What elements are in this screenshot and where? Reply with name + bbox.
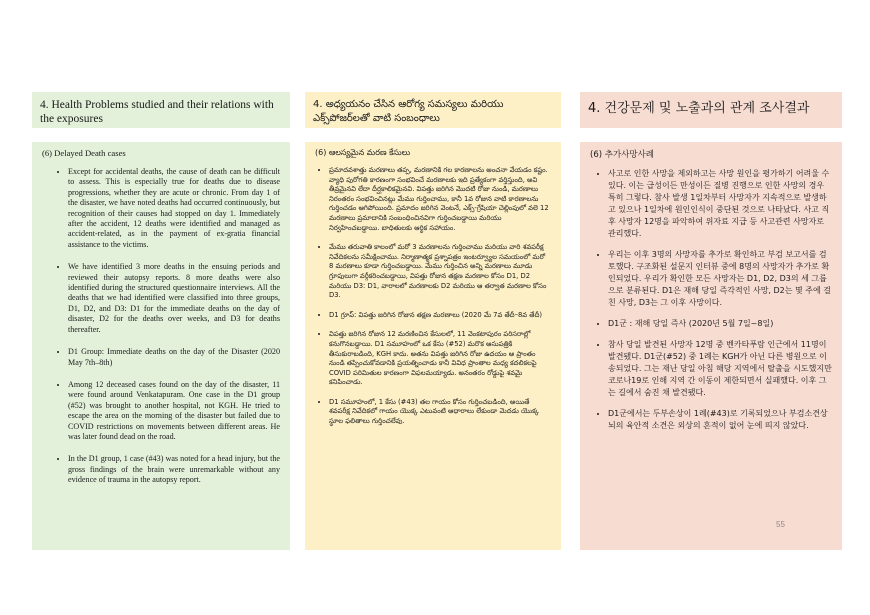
english-heading: 4. Health Problems studied and their relations with the exposures xyxy=(40,99,274,125)
english-column-header xyxy=(32,92,290,128)
telugu-section-title: (6) ఆలస్యమైన మరణ కేసులు xyxy=(315,148,411,157)
telugu-column-body xyxy=(305,142,561,550)
english-section-title: (6) Delayed Death cases xyxy=(42,148,126,158)
english-bullet: • Except for accidental deaths, the cause of death can be difficult to assess. This is especially true for deaths due to disease progressions, whether they are acute or chronic. From day 1 of the disaster, we have noted deaths had occurred continuously, but recognition of their causes had stopped on day 1. Immediately after the accident, 12 deaths were identified and managed as accident-related, as in the payment of ex-gratia financial assistance to the victims. xyxy=(68,167,280,250)
telugu-bullet: • ప్రమాదవశాత్తు మరణాలు తప్ప, మరణానికి గల కారణాలను అంచనా వేయడం కష్టం. వ్యాధి పురోగతి కారణంగా సంభవించే మరణాలకు ఇది ప్రత్యేకంగా వర్తిస్తుంది, అవి తీవ్రమైనవి లేదా దీర్ఘకాలికమైనవి. విపత్తు జరిగిన మొదటి రోజు నుండి, మరణాలు నిరంతరం సంభవించినట్లు మేము గుర్తించాము, కానీ 1వ రోజున వాటి కారణాలను గుర్తించడం ఆగిపోయింది. ప్రమాదం జరిగిన వెంటనే, ఎక్స్-గ్రేషియా చెల్లింపులో వలె 12 మరణాలు ప్రమాదానికి సంబంధించినవిగా గుర్తించబడ్డాయి మరియు నిర్వహించబడ్డాయి. బాధితులకు ఆర్థిక సహాయం. xyxy=(329,166,551,233)
english-bullet: • D1 Group: Immediate deaths on the day of the Disaster (2020 May 7th–8th) xyxy=(68,347,280,368)
telugu-bullet: • విపత్తు జరిగిన రోజున 12 మరణించిన కేసులలో, 11 వెంకటాపురం పరిసరాల్లో కనుగొనబడ్డాయి. D1 సమూహంలో ఒక కేసు (#52) మరొక ఆసుపత్రికి తీసుకురాబడింది, KGH కాదు. అతను విపత్తు జరిగిన రోజు ఉదయం ఆ ప్రాంతం నుండి తప్పించుకోవడానికి ప్రయత్నించాడు కానీ వివిధ ప్రాంతాల మధ్య కదలికలపై COVID పరిమితుల కారణంగా విఫలమయ్యాడు. అనంతరం రోడ్డుపై శవమై కనిపించాడు. xyxy=(329,330,551,388)
telugu-heading: 4. అధ్యయనం చేసిన ఆరోగ్య సమస్యలు మరియు ఎక్స్‌పోజర్‌లతో వాటి సంబంధాలు xyxy=(313,99,504,124)
korean-bullet: • D1군에서는 두부손상이 1례(#43)로 기록되었으나 부검소견상 뇌의 육안적 소견은 외상의 흔적이 없어 눈에 띄지 않았다. xyxy=(608,408,832,432)
english-bullet: • Among 12 deceased cases found on the day of the disaster, 11 were found around Venkatapuram. One case in the D1 group (#52) was brought to another hospital, not KGH. He tried to escape the area on the morning of the disaster but failed due to COVID restrictions on movements between different areas. He was later found dead on the road. xyxy=(68,380,280,442)
english-bullet-list xyxy=(42,167,280,486)
korean-bullet-list xyxy=(590,168,832,432)
korean-section-title: (6) 추가사망사례 xyxy=(590,150,655,160)
telugu-bullet: • మేము తరువాతి కాలంలో మరో 3 మరణాలను గుర్తించాము మరియు వారి శవపరీక్ష నివేదికలను సమీక్షించాము. నిర్మాణాత్మక ప్రశ్నాపత్రం ఇంటర్వ్యూల సమయంలో మరో 8 మరణాలు కూడా గుర్తించబడ్డాయి. మేము గుర్తించిన అన్ని మరణాలు మూడు గ్రూపులుగా వర్గీకరించబడ్డాయి, విపత్తు రోజున తక్షణ మరణాల కోసం D1, D2 మరియు D3: D1, వారాలలో మరణాలకు D2 మరియు ఆ తర్వాత మరణాల కోసం D3. xyxy=(329,243,551,301)
english-column-body xyxy=(32,142,290,550)
korean-bullet: • D1군 : 재해 당일 즉사 (2020년 5월 7일~8일) xyxy=(608,318,832,330)
telugu-bullet-list xyxy=(315,166,551,427)
english-bullet: • In the D1 group, 1 case (#43) was noted for a head injury, but the gross findings of the brain were unremarkable without any evidence of trauma in the autopsy report. xyxy=(68,454,280,485)
korean-bullet: • 우리는 이후 3명의 사망자를 추가로 확인하고 부검 보고서를 검토했다. 구조화된 설문지 인터뷰 중에 8명의 사망자가 추가로 확인되었다. 우리가 확인한 모든 사망자는 D1, D2, D3의 세 그룹으로 분류된다. D1은 재해 당일 즉각적인 사망, D2는 몇 주에 걸친 사망, D3는 그 이후 사망이다. xyxy=(608,249,832,309)
korean-column-header xyxy=(580,92,842,128)
korean-column-body xyxy=(580,142,842,550)
english-bullet: • We have identified 3 more deaths in the ensuing periods and reviewed their autopsy reports. 8 more deaths were also identified during the structured questionnaire interviews. All the deaths that we had identified were classified into three groups, D1, D2, and D3: D1 for the immediate deaths on the day of disaster, D2 for the deaths over weeks, and D3 for deaths thereafter. xyxy=(68,262,280,335)
korean-bullet: • 사고로 인한 사망을 제외하고는 사망 원인을 평가하기 어려울 수 있다. 이는 급성이든 만성이든 질병 진행으로 인한 사망의 경우 특히 그렇다. 참사 발생 1일차부터 사망자가 지속적으로 발생하고 있으나 1일차에 원인인식이 중단된 것으로 나타났다. 사고 직후 사망자 12명을 파악하여 위자료 지급 등 사고관련 사망자로 관리했다. xyxy=(608,168,832,240)
korean-bullet: • 참사 당일 발견된 사망자 12명 중 벤카타푸람 인근에서 11명이 발견됐다. D1군(#52) 중 1례는 KGH가 아닌 다른 병원으로 이송되었다. 그는 재난 당일 아침 해당 지역에서 탈출을 시도했지만 코로나19로 인해 지역 간 이동이 제한되면서 실패했다. 이후 그는 길에서 숨진 채 발견됐다. xyxy=(608,339,832,399)
korean-heading: 4. 건강문제 및 노출과의 관계 조사결과 xyxy=(588,101,810,116)
telugu-bullet: • D1 సమూహంలో, 1 కేసు (#43) తల గాయం కోసం గుర్తించబడింది, అయితే శవపరీక్ష నివేదికలో గాయం యొక్క ఎటువంటి ఆధారాలు లేకుండా మెదడు యొక్క స్థూల ఫలితాలు గుర్తించలేవు. xyxy=(329,398,551,427)
telugu-bullet: • D1 గ్రూప్: విపత్తు జరిగిన రోజున తక్షణ మరణాలు (2020 మే 7వ తేదీ–8వ తేదీ) xyxy=(329,311,551,321)
telugu-column-header xyxy=(305,92,561,128)
page-number: 55 xyxy=(776,520,785,529)
